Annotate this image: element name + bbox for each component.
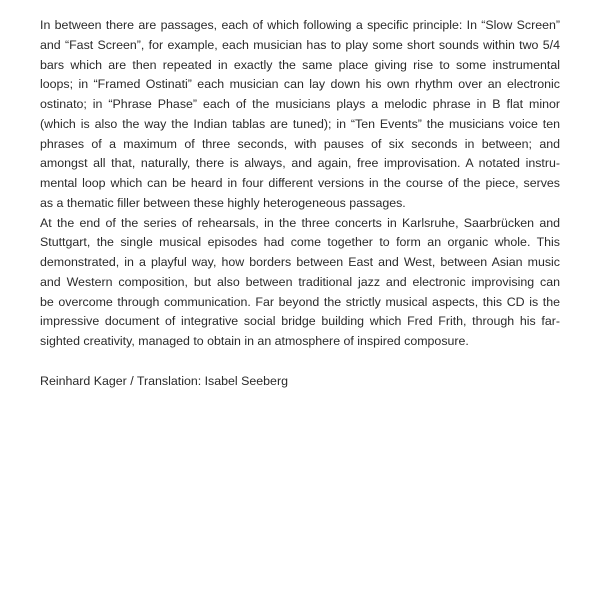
signature: Reinhard Kager / Translation: Isabel Seeberg [40,373,288,388]
text-line: demonstrated, in a playful way, how borders between East and West, between Asian music [40,255,560,269]
text-line: be overcome through communication. Far beyond the strictly musical aspects, this CD is the [40,294,560,309]
paragraph [40,214,560,352]
text-line: bars which are then repeated in exactly the same place giving rise to some instrumental [40,57,560,72]
text-line: and Western composition, but also between traditional jazz and electronic improvising can [40,274,560,289]
paragraph [40,16,560,214]
text-line: In between there are passages, each of which following a specific principle: In “Slow Screen” [40,18,560,32]
text-line: as a thematic filler between these highly heterogeneous passages. [40,195,406,210]
text-line: ostinato; in “Phrase Phase” each of the musicians plays a melodic phrase in B flat minor [40,97,560,111]
document-page [40,16,560,392]
text-line: Stuttgart, the single musical episodes had come together to form an organic whole. This [40,235,560,250]
text-line: and “Fast Screen”, for example, each musician has to play some short sounds within two 5/4 [40,37,560,52]
text-line: sighted creativity, managed to obtain in an atmosphere of inspired composure. [40,334,469,348]
text-line: loops; in “Framed Ostinati” each musician can lay down his own rhythm over an electronic [40,77,560,92]
body-text [40,16,560,352]
text-line: (which is also the way the Indian tablas are tuned); in “Ten Events” the musicians voice ten [40,116,560,131]
text-line: impressive document of integrative social bridge building which Fred Frith, through his far- [40,314,560,329]
text-line: mental loop which can be heard in four different versions in the course of the piece, serves [40,176,560,190]
text-line: At the end of the series of rehearsals, in the three concerts in Karlsruhe, Saarbrücken and [40,215,560,230]
text-line: amongst all that, naturally, there is always, and again, free improvisation. A notated instru- [40,156,560,171]
text-line: phrases of a maximum of three seconds, with pauses of six seconds in between; and [40,136,560,151]
